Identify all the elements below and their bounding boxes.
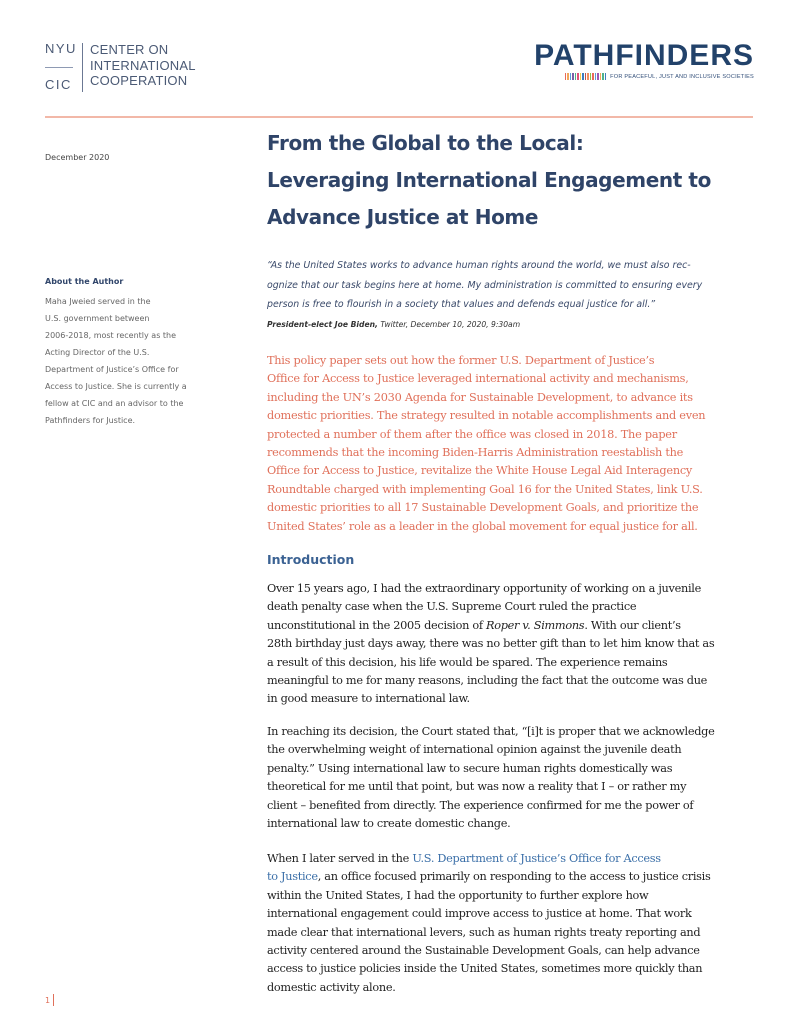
paragraph-line: access to justice policies inside the United States, sometimes more quickly than	[267, 962, 703, 976]
abstract-line: United States’ role as a leader in the global movement for equal justice for all.	[267, 519, 698, 533]
logo-nyu-text: NYU	[45, 41, 77, 56]
about-line: Maha Jweied served in the	[45, 297, 151, 306]
office-for-access-to-justice-link[interactable]: U.S. Department of Justice’s Office for Access	[412, 852, 661, 865]
abstract-line: domestic priorities to all 17 Sustainable Development Goals, and prioritize the	[267, 501, 699, 515]
paragraph-line: Over 15 years ago, I had the extraordinary opportunity of working on a juvenile	[267, 582, 701, 595]
about-line: Acting Director of the U.S.	[45, 348, 150, 357]
cic-name-line: INTERNATIONAL	[90, 57, 196, 73]
abstract-line: Office for Access to Justice leveraged international activity and mechanisms,	[267, 372, 689, 386]
body-paragraph-2	[267, 723, 777, 833]
paragraph-line: in good measure to international law.	[267, 692, 470, 706]
paragraph-line: domestic activity alone.	[267, 980, 396, 994]
color-bar	[585, 73, 587, 80]
color-bar	[600, 73, 602, 80]
about-line: Access to Justice. She is currently a	[45, 382, 187, 391]
quote-line: “As the United States works to advance human rights around the world, we must also rec-	[267, 260, 691, 271]
about-line: 2006-2018, most recently as the	[45, 331, 177, 340]
page-number	[45, 994, 54, 1006]
title-line: Leveraging International Engagement to	[267, 168, 711, 192]
attribution-name: President-elect Joe Biden,	[267, 320, 378, 329]
color-bar	[605, 73, 607, 80]
color-bar	[595, 73, 597, 80]
color-bar	[592, 73, 594, 80]
paragraph-line	[267, 850, 777, 868]
page-title	[267, 125, 757, 236]
cic-name-line: COOPERATION	[90, 73, 188, 88]
header-divider	[45, 116, 753, 118]
abstract-line: This policy paper sets out how the former U.S. Department of Justice’s	[267, 354, 655, 367]
color-bar	[597, 73, 599, 80]
quote-attribution	[267, 320, 520, 329]
paragraph-line: meaningful to me for many reasons, including the fact that the outcome was due	[267, 674, 708, 688]
paragraph-line	[267, 617, 777, 635]
page-number-text: 1	[45, 995, 51, 1005]
body-paragraph-1	[267, 580, 777, 709]
paragraph-line: In reaching its decision, the Court stated that, “[i]t is proper that we acknowledge	[267, 725, 715, 738]
body-paragraph-3	[267, 850, 777, 997]
text-run: When I later served in the	[267, 852, 413, 865]
about-line: fellow at CIC and an advisor to the	[45, 399, 184, 408]
logo-cic-text: CIC	[45, 77, 72, 92]
color-bar	[572, 73, 574, 80]
paragraph-line: international law to create domestic change.	[267, 817, 511, 831]
text-run: unconstitutional in the 2005 decision of	[267, 618, 487, 632]
paragraph-line: theoretical for me until that point, but was now a reality that I – or rather my	[267, 780, 687, 794]
title-line: Advance Justice at Home	[267, 205, 539, 229]
color-bar	[577, 73, 579, 80]
paragraph-line	[267, 868, 777, 886]
color-bar	[587, 73, 589, 80]
color-bar	[567, 73, 569, 80]
logo-rule	[45, 67, 73, 68]
abstract-line: recommends that the incoming Biden-Harris Administration reestablish the	[267, 446, 684, 460]
paragraph-line: international engagement could improve access to justice at home. That work	[267, 907, 692, 921]
paragraph-line: client – benefited from directly. The experience confirmed for me the power of	[267, 798, 694, 812]
color-bar	[570, 73, 572, 80]
quote-line: person is free to flourish in a society that values and defends equal justice for all.”	[267, 299, 656, 310]
abstract-line: including the UN’s 2030 Agenda for Sustainable Development, to advance its	[267, 390, 693, 404]
about-line: U.S. government between	[45, 314, 150, 323]
color-bar	[582, 73, 584, 80]
text-run: , an office focused primarily on responding to the access to justice crisis	[317, 870, 711, 884]
paragraph-line: within the United States, I had the opportunity to further explore how	[267, 888, 649, 902]
nyu-cic-logo	[45, 42, 196, 92]
page-number-bar	[53, 994, 54, 1006]
abstract-line: Roundtable charged with implementing Goal 16 for the United States, link U.S.	[267, 482, 703, 496]
nyu-cic-mark	[45, 42, 75, 92]
office-for-access-to-justice-link[interactable]: to Justice	[267, 870, 318, 884]
abstract-line: domestic priorities. The strategy resulted in notable accomplishments and even	[267, 409, 706, 423]
pathfinders-title: PATHFINDERS	[534, 39, 754, 72]
about-author-heading: About the Author	[45, 277, 124, 286]
publication-date: December 2020	[45, 153, 110, 162]
color-bar	[580, 73, 582, 80]
abstract-summary	[267, 352, 767, 536]
text-run: . With our client’s	[584, 618, 681, 632]
quote-line: ognize that our task begins here at home. My administration is committed to ensuring every	[267, 279, 703, 291]
color-bar	[575, 73, 577, 80]
abstract-line: protected a number of them after the office was closed in 2018. The paper	[267, 427, 677, 441]
cic-name	[90, 42, 196, 92]
introduction-heading: Introduction	[267, 552, 355, 567]
paragraph-line: activity centered around the Sustainable Development Goals, can help advance	[267, 944, 700, 958]
epigraph-quote	[267, 256, 777, 315]
about-author-text	[45, 293, 210, 429]
paragraph-line: made clear that international levers, such as human rights treaty reporting and	[267, 925, 701, 939]
paragraph-line: penalty.” Using international law to secure human rights domestically was	[267, 761, 673, 775]
color-bar	[602, 73, 604, 80]
paragraph-line: 28th birthday just days away, there was no better gift than to let him know that as	[267, 637, 715, 651]
abstract-line: Office for Access to Justice, revitalize the White House Legal Aid Interagency	[267, 464, 693, 478]
case-name: Roper v. Simmons	[486, 618, 585, 632]
attribution-source: Twitter, December 10, 2020, 9:30am	[377, 320, 521, 329]
pathfinders-subline	[532, 73, 754, 80]
paragraph-line: the overwhelming weight of international opinion against the juvenile death	[267, 743, 682, 757]
logo-separator	[82, 43, 83, 92]
color-bar	[565, 73, 567, 80]
pathfinders-logo	[532, 40, 754, 80]
paragraph-line: a result of this decision, his life would be spared. The experience remains	[267, 655, 668, 669]
pathfinders-tagline: FOR PEACEFUL, JUST AND INCLUSIVE SOCIETIES	[610, 73, 754, 80]
pathfinders-color-bars-icon	[565, 73, 607, 80]
cic-name-line: CENTER ON	[90, 42, 169, 57]
about-line: Pathfinders for Justice.	[45, 416, 136, 425]
about-line: Department of Justice’s Office for	[45, 365, 179, 374]
paragraph-line: death penalty case when the U.S. Supreme Court ruled the practice	[267, 600, 637, 614]
title-line: From the Global to the Local:	[267, 131, 584, 155]
color-bar	[590, 73, 592, 80]
